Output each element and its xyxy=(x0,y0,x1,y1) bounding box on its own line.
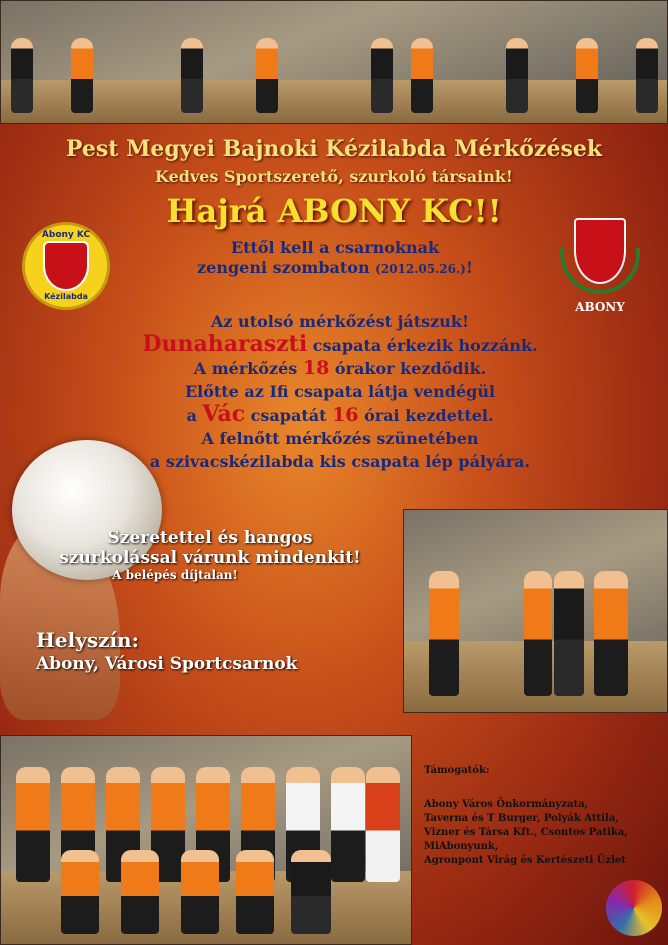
match-info xyxy=(120,310,560,473)
greeting-subtitle: Kedves Sportszerető, szurkoló társaink! xyxy=(155,167,513,186)
abony-town-crest xyxy=(560,218,640,318)
sponsors-header: Támogatók: xyxy=(424,765,490,776)
match-line-2: csapata érkezik hozzánk. xyxy=(307,336,538,355)
match-line-7: a szivacskézilabda kis csapata lép pályára. xyxy=(149,452,531,471)
team-photo xyxy=(0,735,412,945)
venue-label: Helyszín: xyxy=(36,628,139,652)
sponsor-item: Vizner és Társa Kft., Csontos Patika, xyxy=(424,827,628,838)
date-line-2: zengeni szombaton xyxy=(197,258,370,277)
crest-caption: ABONY xyxy=(575,300,625,314)
welcome-line-2: szurkolással várunk mindenkit! xyxy=(59,548,361,568)
match-line-6: A felnőtt mérkőzés szünetében xyxy=(201,429,479,448)
logo-bottom-text: Kézilabda xyxy=(44,292,88,301)
logo-top-text: Abony KC xyxy=(41,230,91,240)
laurel-wreath-icon xyxy=(560,248,640,294)
match-line-5-post: órai kezdettel. xyxy=(358,406,494,425)
free-entry-note: A belépés díjtalan! xyxy=(112,568,238,582)
sponsor-item: Abony Város Önkormányzata, xyxy=(424,799,589,810)
welcome-message xyxy=(20,528,400,582)
match-line-1: Az utolsó mérkőzést játszuk! xyxy=(210,312,469,331)
sponsor-item: Taverna és T Burger, Polyák Attila, xyxy=(424,813,619,824)
match-line-4: Előtte az Ifi csapata látja vendégül xyxy=(184,382,496,401)
match-line-5-mid: csapatát xyxy=(245,406,333,425)
designer-logo-icon xyxy=(606,880,662,936)
date-line-1: Ettől kell a csarnoknak xyxy=(230,238,440,257)
sponsors-list xyxy=(424,764,664,868)
sponsor-item: Agronpont Virág és Kertészeti Üzlet xyxy=(424,855,626,866)
welcome-line-1: Szeretettel és hangos xyxy=(107,528,313,548)
abony-kc-club-logo xyxy=(22,222,110,310)
start-hour-youth: 16 xyxy=(332,404,359,426)
right-action-photo xyxy=(403,509,668,713)
top-action-photo xyxy=(0,0,668,124)
guest-team: Vác xyxy=(202,401,246,427)
page-title: Pest Megyei Bajnoki Kézilabda Mérkőzések xyxy=(65,136,603,162)
sponsor-item: MiAbonyunk, xyxy=(424,841,499,852)
date-line-end: ! xyxy=(465,258,473,277)
venue-name: Abony, Városi Sportcsarnok xyxy=(36,654,298,674)
venue-block xyxy=(36,628,297,674)
main-slogan: Hajrá ABONY KC!! xyxy=(166,192,502,230)
opponent-name: Dunaharaszti xyxy=(142,331,308,357)
match-line-5-pre: a xyxy=(186,406,203,425)
match-line-3-pre: A mérkőzés xyxy=(193,359,303,378)
match-date: (2012.05.26.) xyxy=(375,262,466,276)
shield-icon xyxy=(43,241,89,291)
date-announcement xyxy=(150,238,520,279)
start-hour-main: 18 xyxy=(302,357,330,379)
match-line-3-post: órakor kezdődik. xyxy=(329,359,487,378)
